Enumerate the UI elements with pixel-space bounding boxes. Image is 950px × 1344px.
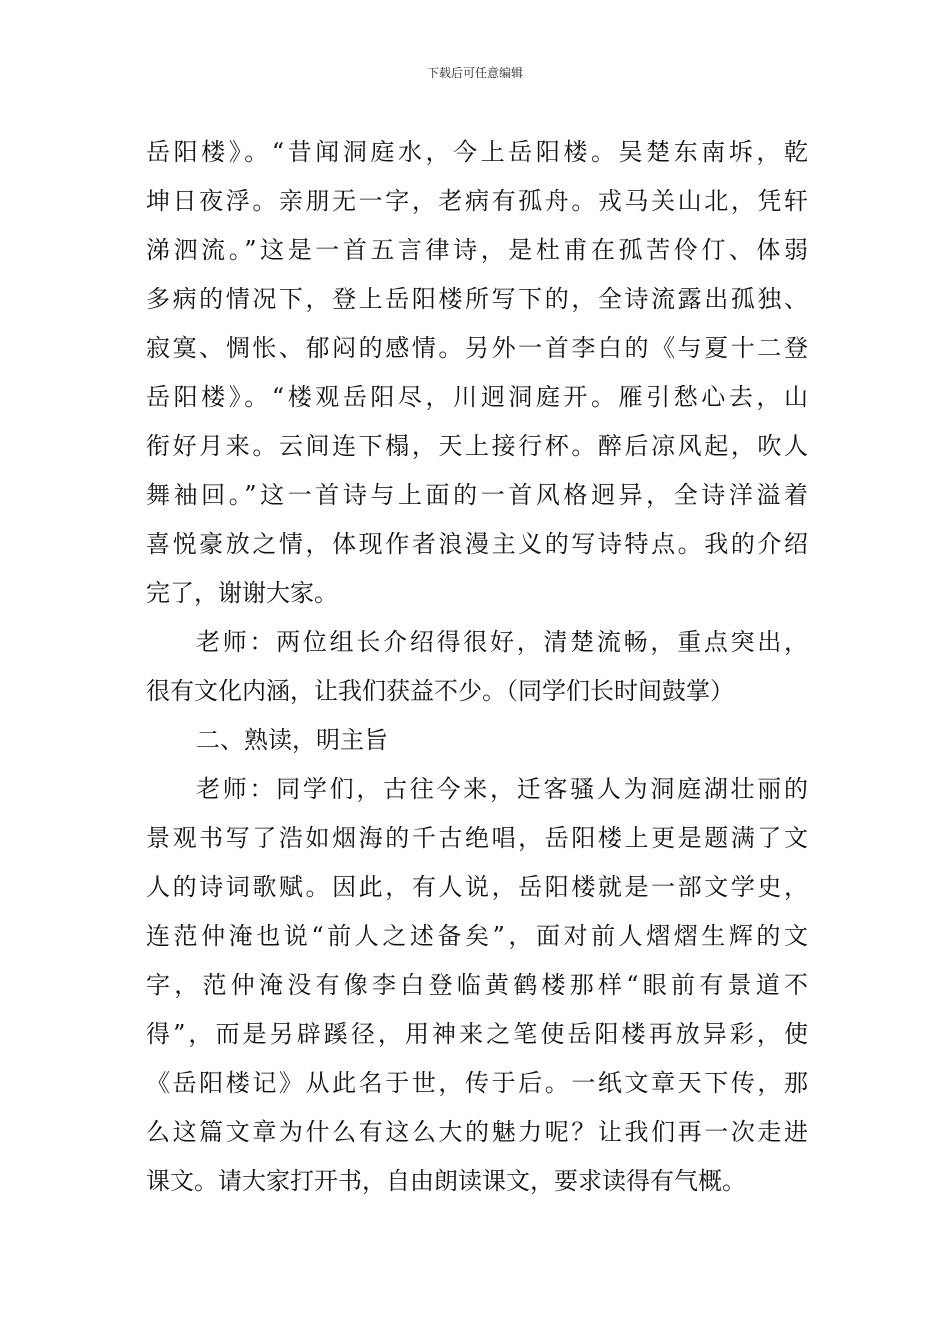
text-line: 得”，而是另辟蹊径，用神来之笔使岳阳楼再放异彩，使	[146, 1020, 808, 1048]
text-line: 《岳阳楼记》从此名于世，传于后。一纸文章天下传，那	[146, 1069, 808, 1097]
text-line: 多病的情况下，登上岳阳楼所写下的，全诗流露出孤独、	[146, 285, 808, 313]
text-line: 老师：两位组长介绍得很好，清楚流畅，重点突出，	[196, 628, 808, 656]
text-line: 老师：同学们，古往今来，迁客骚人为洞庭湖壮丽的	[196, 775, 808, 803]
text-line: 二、熟读，明主旨	[196, 726, 388, 754]
text-line: 景观书写了浩如烟海的千古绝唱，岳阳楼上更是题满了文	[146, 824, 808, 852]
text-line: 舞袖回。”这一首诗与上面的一首风格迥异，全诗洋溢着	[146, 481, 808, 509]
text-line: 很有文化内涵，让我们获益不少。（同学们长时间鼓掌）	[146, 677, 734, 705]
document-body	[146, 128, 808, 1206]
text-line: 么这篇文章为什么有这么大的魅力呢？让我们再一次走进	[146, 1118, 808, 1146]
text-line: 涕泗流。”这是一首五言律诗，是杜甫在孤苦伶仃、体弱	[146, 236, 808, 264]
text-line: 寂寞、惆怅、郁闷的感情。另外一首李白的《与夏十二登	[146, 334, 808, 362]
text-line: 岳阳楼》。“楼观岳阳尽，川迥洞庭开。雁引愁心去，山	[146, 383, 808, 411]
text-line: 坤日夜浮。亲朋无一字，老病有孤舟。戎马关山北，凭轩	[146, 187, 808, 215]
text-line: 岳阳楼》。“昔闻洞庭水，今上岳阳楼。吴楚东南坼，乾	[146, 138, 808, 166]
text-line: 人的诗词歌赋。因此，有人说，岳阳楼就是一部文学史，	[146, 873, 808, 901]
text-line: 喜悦豪放之情，体现作者浪漫主义的写诗特点。我的介绍	[146, 530, 808, 558]
text-line: 连范仲淹也说“前人之述备矣”，面对前人熠熠生辉的文	[146, 922, 808, 950]
page-header: 下载后可任意编辑	[426, 66, 523, 80]
text-line: 字，范仲淹没有像李白登临黄鹤楼那样“眼前有景道不	[146, 971, 808, 999]
text-line: 课文。请大家打开书，自由朗读课文，要求读得有气概。	[146, 1167, 746, 1195]
text-line: 衔好月来。云间连下榻，天上接行杯。醉后凉风起，吹人	[146, 432, 808, 460]
text-line: 完了，谢谢大家。	[146, 579, 338, 607]
